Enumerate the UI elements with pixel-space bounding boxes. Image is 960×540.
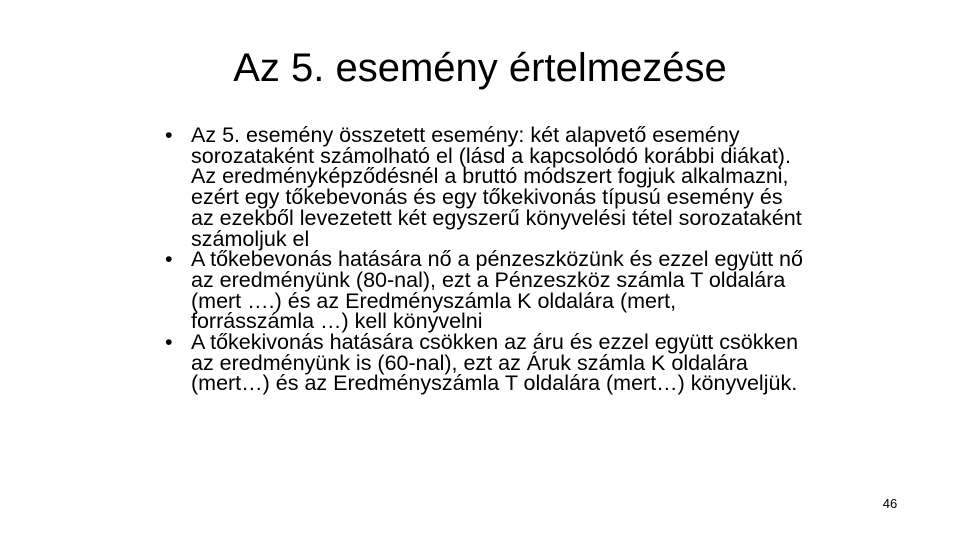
bullet-list — [165, 125, 805, 394]
bullet-text: A tőkekivonás hatására csökken az áru és ezzel együtt csökken az eredményünk is (60-nal), ezt az Áruk számla K oldalára (mert…) és az Eredményszámla T oldalára (mert…) könyveljük. — [191, 330, 799, 396]
bullet-marker: • — [165, 123, 173, 147]
bullet-text: A tőkebevonás hatására nő a pénzeszközünk és ezzel együtt nő az eredményünk (80-nal), ezt a Pénzeszköz számla T oldalára (mert ….) és az Eredményszámla K oldalára (mert, forrásszámla …) kell könyvelni — [191, 247, 803, 334]
bullet-item — [165, 125, 805, 249]
bullet-item — [165, 249, 805, 332]
page-number: 46 — [882, 496, 898, 511]
bullet-marker: • — [165, 330, 173, 355]
bullet-item — [165, 332, 805, 394]
slide-title: Az 5. esemény értelmezése — [233, 46, 727, 90]
bullet-marker: • — [165, 247, 173, 272]
bullet-text: Az 5. esemény összetett esemény: két alapvető esemény sorozataként számolható el (lásd a kapcsolódó korábbi diákat). Az eredményképződésnél a bruttó módszert fogjuk alkalmazni, ezért egy tőkebevonás és egy tőkekivonás típusú esemény és az ezekből levezetett két egyszerű könyvelési tétel sorozataként számoljuk el — [191, 123, 802, 251]
